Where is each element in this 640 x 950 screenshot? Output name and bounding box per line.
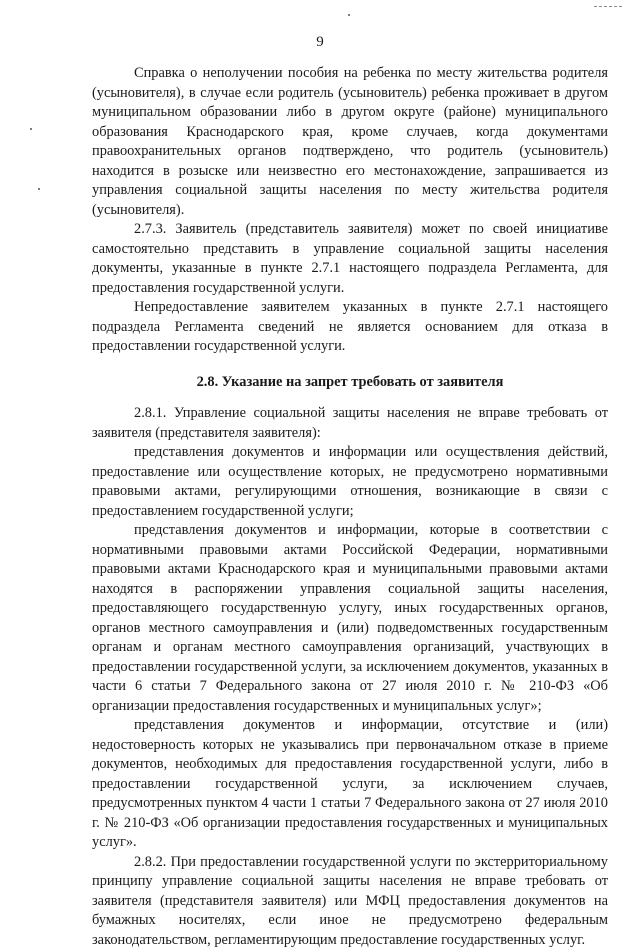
paragraph: представления документов и информации или осуществления действий, предоставление или осуществление которых, не предусмотрено нормативными правовыми актами, регулирующими отношения, возникающие в связи с предоставлением государственной услуги; [92, 443, 608, 521]
document-body [92, 64, 608, 950]
page-number: 9 [0, 34, 640, 51]
paragraph: 2.7.3. Заявитель (представитель заявителя) может по своей инициативе самостоятельно представить в управление социальной защиты населения документы, указанные в пункте 2.7.1 настоящего подраздела Регламента, для предоставления государственной услуги. [92, 220, 608, 298]
scan-artifact-dot [30, 128, 32, 130]
paragraph: Непредоставление заявителем указанных в пункте 2.7.1 настоящего подраздела Регламента сведений не является основанием для отказа в предоставлении государственной услуги. [92, 298, 608, 357]
paragraph: представления документов и информации, которые в соответствии с нормативными правовыми актами Российской Федерации, нормативными правовыми актами Краснодарского края и муниципальными правовыми актами находятся в распоряжении управления социальной защиты населения, предоставляющего государственную услугу, иных государственных органов, органов местного самоуправления и (или) подведомственных государственным органам и органам местного самоуправления организаций, участвующих в предоставлении государственной услуги, за исключением документов, указанных в части 6 статьи 7 Федерального закона от 27 июля 2010 г. № 210-ФЗ «Об организации предоставления государственных и муниципальных услуг»; [92, 521, 608, 716]
paragraph: 2.8.2. При предоставлении государственной услуги по экстерриториальному принципу управление социальной защиты населения не вправе требовать от заявителя (представителя заявителя) или МФЦ предоставления документов на бумажных носителях, если иное не предусмотрено федеральным законодательством, регламентирующим предоставление государственных услуг. [92, 853, 608, 950]
paragraph: Справка о неполучении пособия на ребенка по месту жительства родителя (усыновителя), в случае если родитель (усыновитель) ребенка проживает в другом муниципальном образовании либо в другом округе (районе) муниципального образования Краснодарского края, кроме случаев, когда документами правоохранительных органов подтверждено, что родитель (усыновитель) находится в розыске или неизвестно его местонахождение, запрашивается из управления социальной защиты населения по месту жительства родителя (усыновителя). [92, 64, 608, 220]
scan-artifact-dot [38, 188, 40, 190]
section-heading: 2.8. Указание на запрет требовать от заявителя [92, 373, 608, 393]
scan-artifact-dot [348, 14, 350, 16]
paragraph: представления документов и информации, отсутствие и (или) недостоверность которых не указывались при первоначальном отказе в приеме документов, необходимых для предоставления государственной услуги, либо в предоставлении государственной услуги, за исключением случаев, предусмотренных пунктом 4 части 1 статьи 7 Федерального закона от 27 июля 2010 г. № 210-ФЗ «Об организации предоставления государственных и муниципальных услуг». [92, 716, 608, 853]
scan-artifact-dashes [594, 6, 622, 7]
paragraph: 2.8.1. Управление социальной защиты населения не вправе требовать от заявителя (представителя заявителя): [92, 404, 608, 443]
